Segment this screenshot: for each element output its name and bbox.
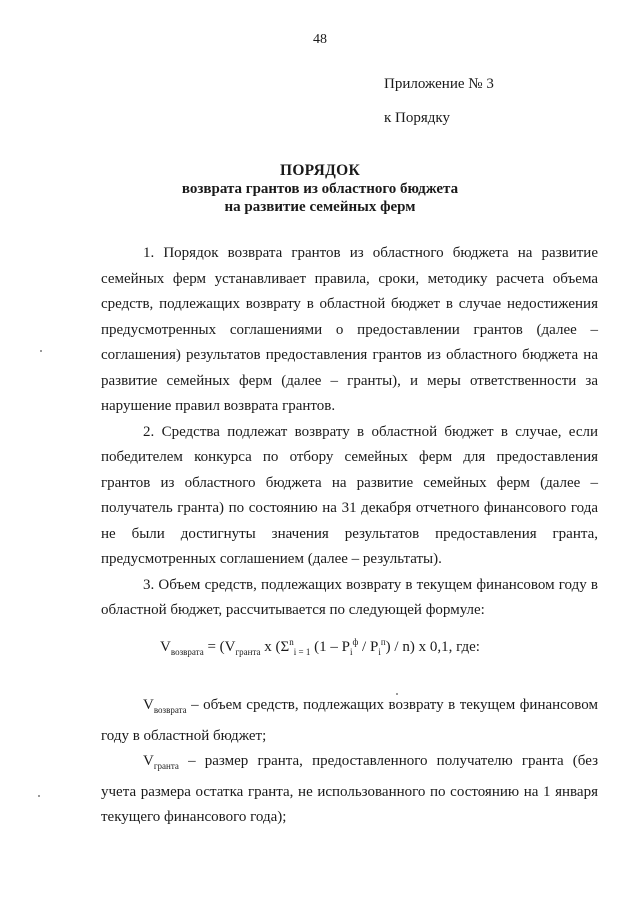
formula	[0, 637, 640, 657]
document-title	[0, 162, 640, 216]
appendix-label: Приложение № 3	[384, 76, 494, 92]
paragraph-3: 3. Объем средств, подлежащих возврату в текущем финансовом году в областной бюджет, рассчитывается по следующей формуле:	[101, 576, 598, 618]
definition-symbol-sub: возврата	[153, 705, 187, 715]
formula-slash: / P	[358, 639, 379, 655]
definitions	[101, 693, 598, 831]
margin-mark	[40, 350, 42, 352]
formula-rest: ) / n) x 0,1, где:	[385, 639, 480, 655]
formula-lhs: V	[160, 639, 171, 655]
paragraph-1: 1. Порядок возврата грантов из областного бюджета на развитие семейных ферм устанавливает правила, сроки, методику расчета объема средств, подлежащих возврату в областной бюджет в случае недостижения предусмотренных соглашениями о предоставлении грантов (далее – соглашения) результатов предоставления грантов из областного бюджета на развитие семейных ферм (далее – гранты), и меры ответственности за нарушение правил возврата грантов.	[101, 245, 598, 414]
appendix-reference: к Порядку	[384, 110, 450, 126]
definition-symbol-sub: гранта	[153, 761, 179, 771]
formula-p-sub-1: i	[349, 647, 353, 657]
title-line-2: на развитие семейных ферм	[224, 199, 416, 215]
formula-p-sup-1: ф	[352, 637, 359, 647]
definition-symbol: V	[143, 753, 154, 769]
formula-times: x (Σ	[260, 639, 290, 655]
body-text	[101, 241, 598, 624]
formula-lhs-sub: возврата	[170, 647, 204, 657]
formula-term: (1 – P	[310, 639, 350, 655]
formula-sum-sub: i = 1	[293, 647, 311, 657]
margin-mark	[396, 693, 398, 695]
title-main: ПОРЯДОК	[279, 162, 361, 179]
formula-sum-sup: n	[289, 637, 294, 647]
formula-eq: = (V	[203, 639, 236, 655]
definition-symbol: V	[143, 697, 154, 713]
definition-text: – объем средств, подлежащих возврату в текущем финансовом году в областной бюджет;	[101, 697, 598, 744]
definition-text: – размер гранта, предоставленного получателю гранта (без учета размера остатка гранта, не использованного по состоянию на 1 января текущего финансового года);	[101, 753, 598, 825]
margin-mark	[38, 795, 40, 797]
formula-p-sub-2: i	[378, 647, 381, 657]
definition-vozvrata	[101, 693, 598, 749]
formula-p-sup-2: п	[380, 637, 386, 647]
page-number: 48	[313, 32, 327, 47]
definition-granta	[101, 749, 598, 831]
paragraph-2: 2. Средства подлежат возврату в областной бюджет в случае, если победителем конкурса по отбору семейных ферм для предоставления грантов из областного бюджета на развитие семейных ферм (далее – получатель гранта) по состоянию на 31 декабря отчетного финансового года не были достигнуты значения результатов предоставления гранта, предусмотренных соглашением (далее – результаты).	[101, 423, 598, 567]
title-line-1: возврата грантов из областного бюджета	[181, 181, 459, 197]
formula-grant-sub: гранта	[235, 647, 261, 657]
